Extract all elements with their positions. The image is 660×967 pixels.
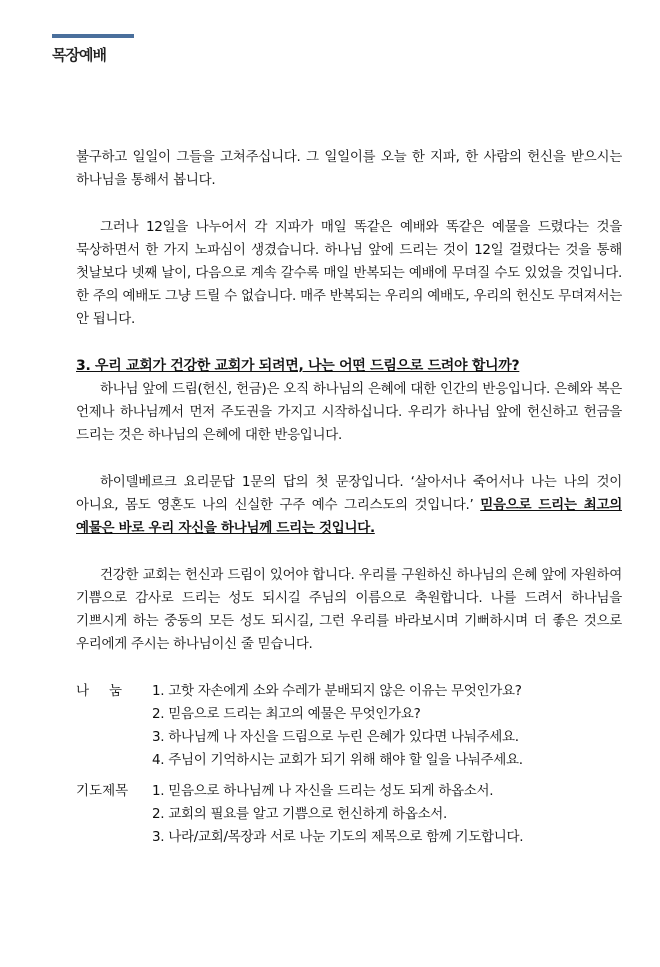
sharing-item: 1. 고핫 자손에게 소와 수레가 분배되지 않은 이유는 무엇인가요? <box>152 683 522 699</box>
paragraph-5: 건강한 교회는 헌신과 드림이 있어야 합니다. 우리를 구원하신 하나님의 은혜 앞에 자원하여 기쁨으로 감사로 드리는 성도 되시길 주님의 이름으로 축원합니다. 나를 드려서 하나님을 기쁘시게 하는 중동의 모든 성도 되시길, 그런 우리를 바라보시며 기뻐하시며 더 좋은 것으로 우리에게 주시는 하나님이신 줄 믿습니다. <box>76 567 622 652</box>
header-title: 목장예배 <box>52 46 106 64</box>
prayer-section <box>76 780 622 849</box>
sharing-item: 3. 하나님께 나 자신을 드림으로 누린 은혜가 있다면 나눠주세요. <box>152 729 519 745</box>
header <box>52 34 134 65</box>
paragraph-1: 불구하고 일일이 그들을 고쳐주십니다. 그 일일이를 오늘 한 지파, 한 사람의 헌신을 받으시는 하나님을 통해서 봅니다. <box>76 149 622 188</box>
sharing-item: 4. 주님이 기억하시는 교회가 되기 위해 해야 할 일을 나눠주세요. <box>152 752 523 768</box>
paragraph-2: 그러나 12일을 나누어서 각 지파가 매일 똑같은 예배와 똑같은 예물을 드렸다는 것을 묵상하면서 한 가지 노파심이 생겼습니다. 하나님 앞에 드리는 것이 12일 걸렸다는 것을 통해 첫날보다 넷째 날이, 다음으로 계속 갈수록 매일 반복되는 예배에 무뎌질 수도 있었을 것입니다. 한 주의 예배도 그냥 드릴 수 없습니다. 매주 반복되는 우리의 예배도, 우리의 헌신도 무뎌져서는 안 됩니다. <box>76 219 622 327</box>
sharing-list <box>152 680 622 772</box>
prayer-item: 1. 믿음으로 하나님께 나 자신을 드리는 성도 되게 하옵소서. <box>152 783 494 799</box>
sharing-label: 나눔 <box>76 683 143 699</box>
paragraph-4-emphasis: 믿음으로 드리는 최고의 예물은 바로 우리 자신을 하나님께 드리는 것입니다. <box>76 497 622 536</box>
prayer-item: 2. 교회의 필요를 알고 기쁨으로 헌신하게 하옵소서. <box>152 806 448 822</box>
content-body <box>76 146 622 849</box>
paragraph-4 <box>76 471 622 540</box>
prayer-item: 3. 나라/교회/목장과 서로 나눈 기도의 제목으로 함께 기도합니다. <box>152 829 524 845</box>
sharing-item: 2. 믿음으로 드리는 최고의 예물은 무엇인가요? <box>152 706 421 722</box>
paragraph-4-text: 하이델베르크 요리문답 1문의 답의 첫 문장입니다. ‘살아서나 죽어서나 나는 나의 것이 아니요, 몸도 영혼도 나의 신실한 구주 예수 그리스도의 것입니다.’ <box>76 474 622 513</box>
section-heading-3: 3. 우리 교회가 건강한 교회가 되려면, 나는 어떤 드림으로 드려야 합니까? <box>76 358 520 374</box>
prayer-list <box>152 780 622 849</box>
prayer-label: 기도제목 <box>76 783 129 799</box>
sharing-section <box>76 680 622 772</box>
header-accent-bar <box>52 34 134 38</box>
paragraph-3: 하나님 앞에 드림(헌신, 헌금)은 오직 하나님의 은혜에 대한 인간의 반응입니다. 은혜와 복은 언제나 하나님께서 먼저 주도권을 가지고 시작하십니다. 우리가 하나님 앞에 헌신하고 헌금을 드리는 것은 하나님의 은혜에 대한 반응입니다. <box>76 381 622 443</box>
